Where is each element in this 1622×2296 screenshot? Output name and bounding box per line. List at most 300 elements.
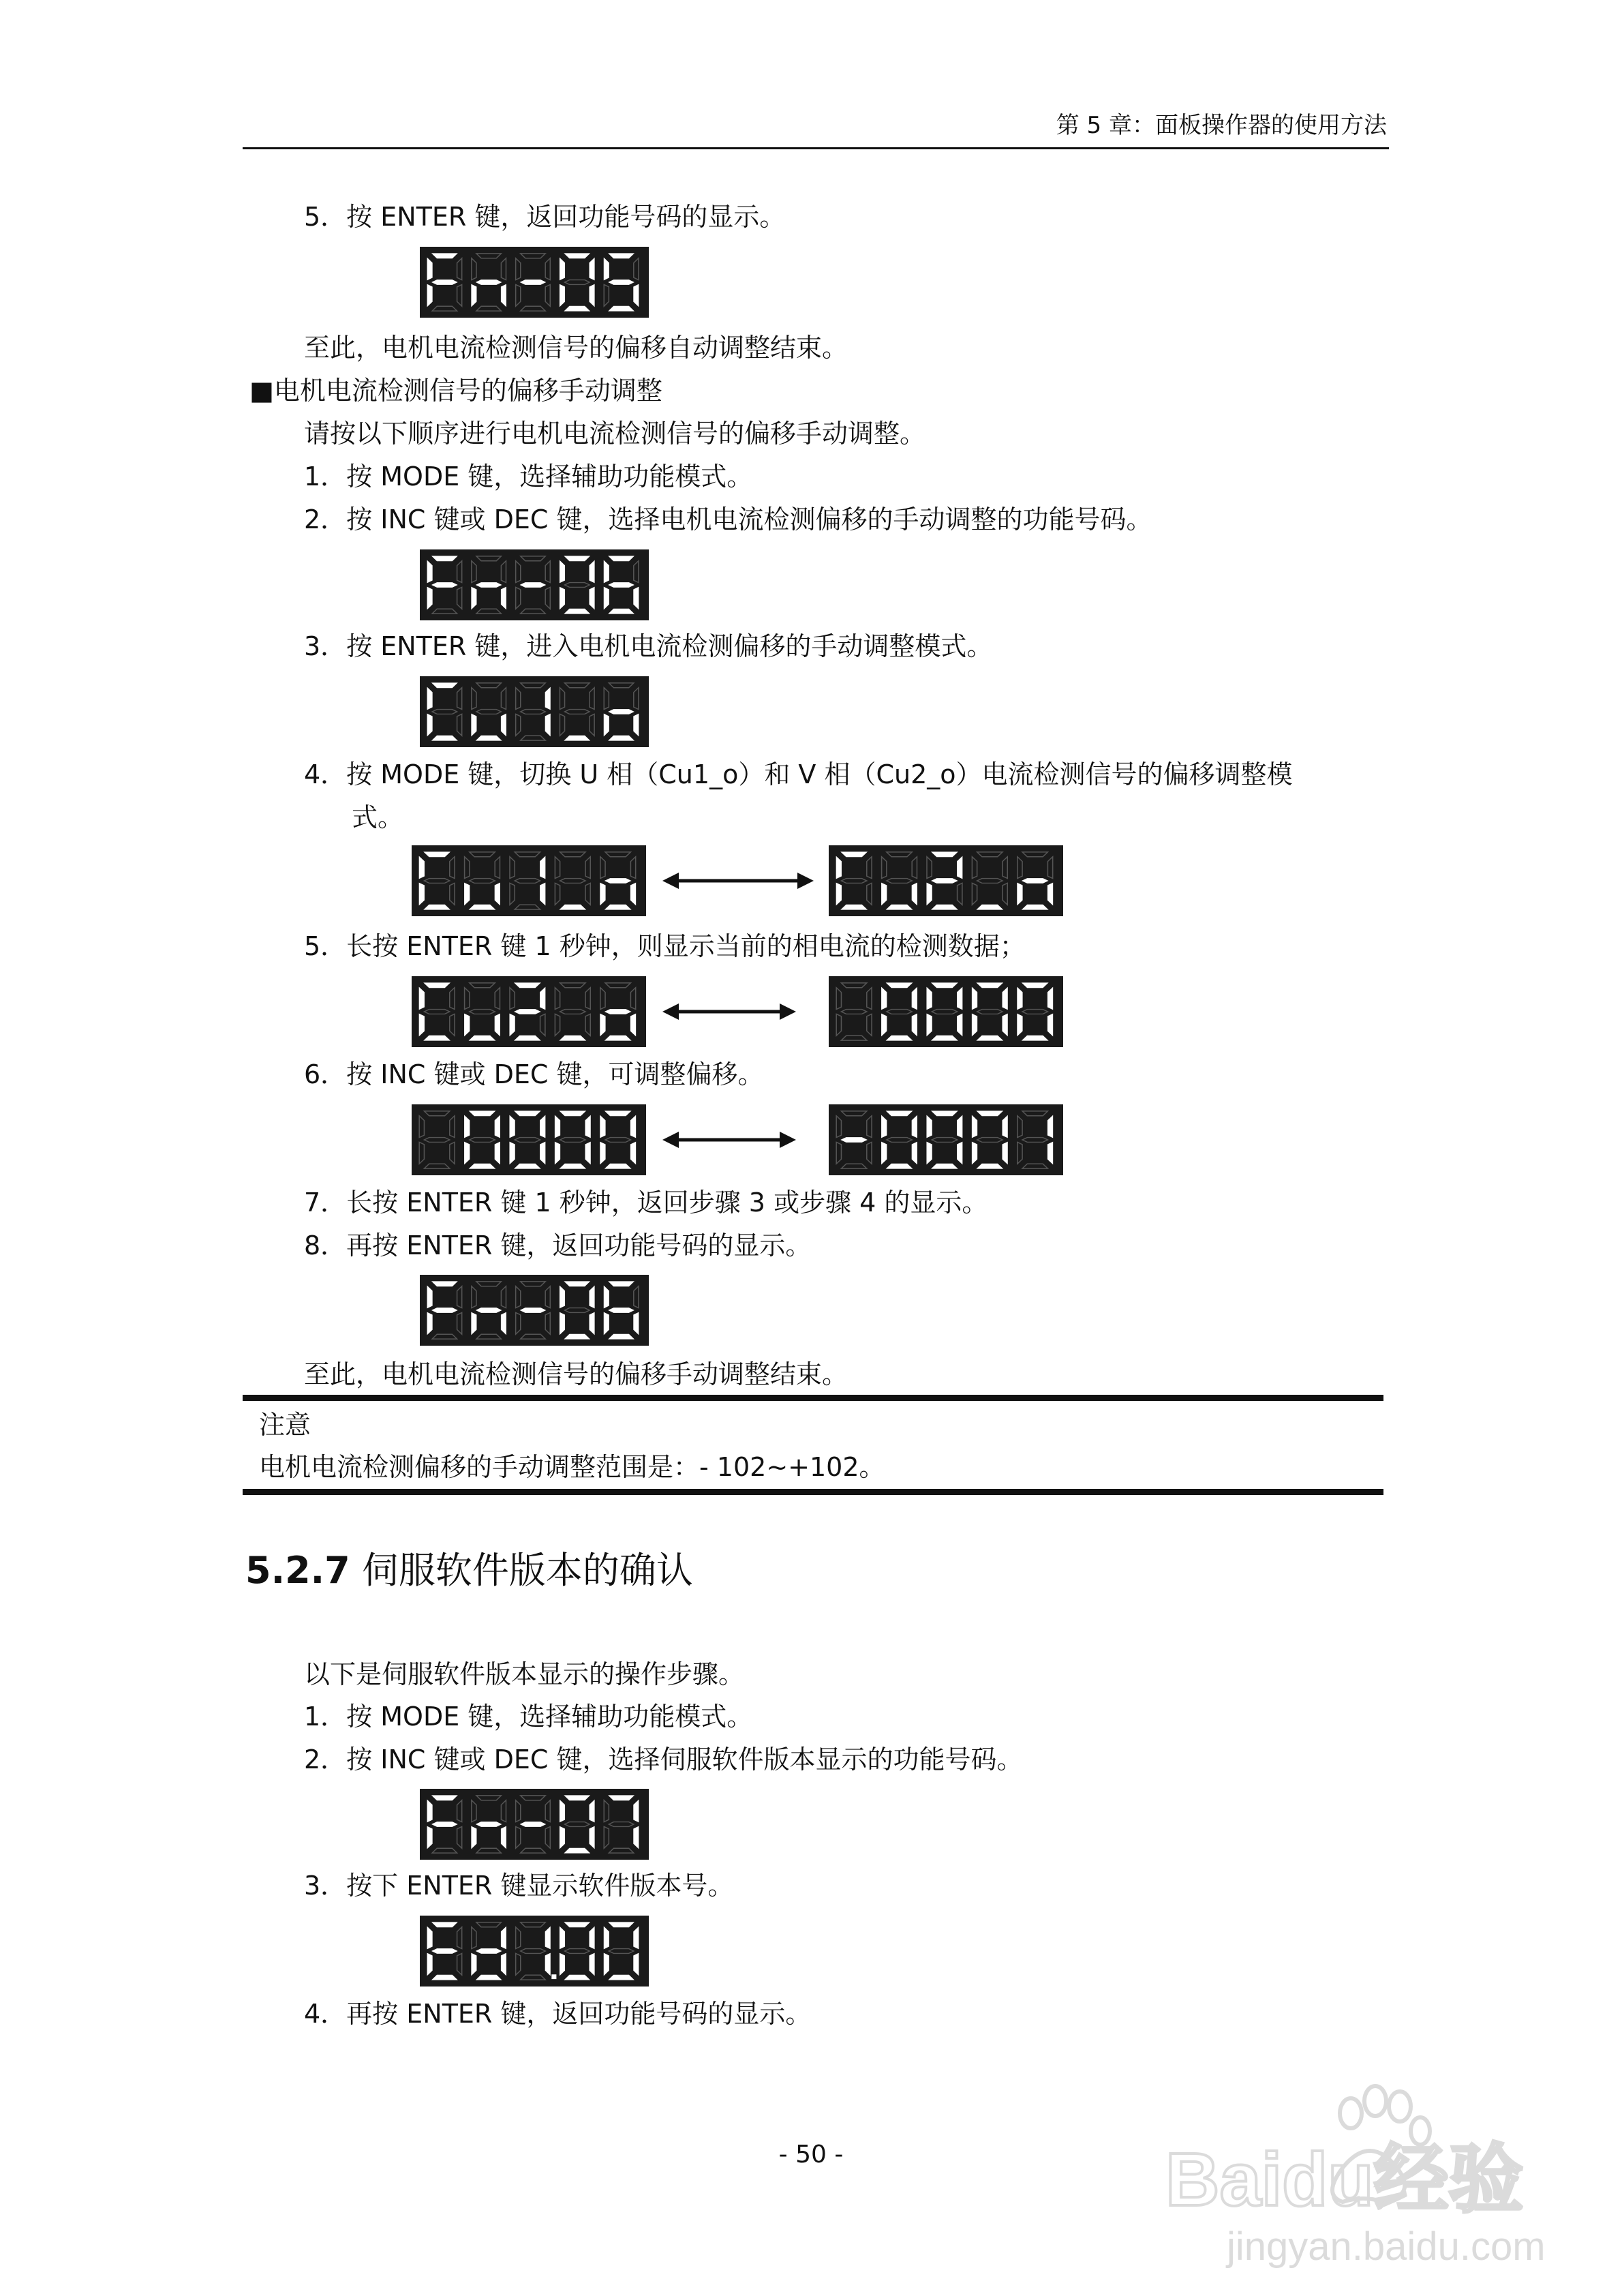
led-segment (476, 736, 501, 740)
led-segment (887, 1111, 912, 1116)
led-segment (609, 1822, 633, 1827)
led-segment (841, 905, 866, 909)
led-segment (560, 258, 564, 280)
led-segment (555, 883, 560, 905)
led-segment (457, 284, 462, 306)
led-digits (416, 980, 642, 1043)
led-segment (545, 1286, 550, 1308)
led-digits (416, 849, 642, 912)
led-segment (958, 1116, 962, 1138)
note-top-rule (243, 1395, 1383, 1401)
led-segment (836, 988, 841, 1010)
led-segment (867, 883, 872, 905)
led-segment (472, 561, 476, 583)
led-segment (427, 1286, 432, 1308)
led-segment (560, 1953, 564, 1975)
led-digits (833, 980, 1059, 1043)
led-segment (600, 1014, 605, 1036)
led-segment (470, 879, 495, 883)
led-display-fn05 (420, 247, 649, 318)
led-segment (1047, 988, 1052, 1010)
led-segment (521, 254, 545, 258)
led-segment (516, 714, 521, 736)
led-segment (1047, 1116, 1052, 1138)
version-step-2: 2．按 INC 键或 DEC 键，选择伺服软件版本显示的功能号码。 (304, 1744, 1023, 1774)
led-display-m0001 (829, 1104, 1063, 1175)
note-bottom-rule (243, 1489, 1383, 1495)
version-step-4: 4．再按 ENTER 键，返回功能号码的显示。 (304, 1999, 812, 2029)
led-segment (419, 883, 424, 905)
led-digits (424, 1279, 645, 1342)
led-segment (521, 1848, 545, 1853)
led-segment (882, 857, 887, 879)
manual-intro: 请按以下顺序进行电机电流检测信号的偏移手动调整。 (304, 419, 926, 449)
led-segment (560, 1800, 564, 1822)
led-segment (887, 1138, 912, 1143)
led-segment (470, 1164, 495, 1168)
led-segment (887, 1010, 912, 1014)
led-segment (604, 1286, 609, 1308)
led-segment (977, 1010, 1003, 1014)
led-segment (927, 1116, 932, 1138)
led-segment (604, 1826, 609, 1848)
led-segment (600, 988, 605, 1010)
led-segment (927, 1142, 932, 1164)
led-display-fn06-return (420, 1275, 649, 1346)
led-segment (432, 710, 457, 714)
led-segment (565, 254, 590, 258)
led-segment (545, 1800, 550, 1822)
led-segment (604, 1312, 609, 1334)
led-segment (1017, 1142, 1022, 1164)
led-segment (560, 879, 585, 883)
led-segment (634, 714, 639, 736)
manual-section-title: ■电机电流检测信号的偏移手动调整 (249, 376, 662, 406)
led-segment (476, 683, 501, 688)
led-segment (560, 1164, 585, 1168)
led-segment (419, 988, 424, 1010)
led-segment (476, 556, 501, 561)
led-segment (912, 1116, 917, 1138)
led-segment (590, 284, 594, 306)
led-segment (565, 1334, 590, 1339)
led-segment (472, 1927, 476, 1949)
led-segment (501, 587, 506, 609)
led-segment (565, 1949, 590, 1954)
led-segment (476, 1334, 501, 1339)
led-segment (450, 883, 455, 905)
led-segment (501, 714, 506, 736)
led-segment (1022, 1164, 1047, 1168)
led-segment (560, 714, 564, 736)
led-segment (634, 1312, 639, 1334)
led-segment (476, 280, 501, 285)
watermark-brand: Baidu经验 (1165, 2138, 1524, 2222)
led-segment (1003, 1142, 1007, 1164)
manual-step-2: 2．按 INC 键或 DEC 键，选择电机电流检测偏移的手动调整的功能号码。 (304, 504, 1152, 534)
led-segment (604, 587, 609, 609)
led-segment (427, 1953, 432, 1975)
led-segment (841, 1138, 866, 1143)
led-display-cu1o (420, 676, 649, 747)
led-segment (609, 1334, 633, 1339)
led-segment (540, 883, 545, 905)
section-number: 5.2.7 (245, 1549, 350, 1592)
led-segment (560, 587, 564, 609)
led-segment (465, 883, 470, 905)
led-segment (516, 561, 521, 583)
led-segment (427, 284, 432, 306)
led-segment (516, 1312, 521, 1334)
led-segment (427, 1826, 432, 1848)
double-arrow-icon (662, 991, 796, 1032)
led-segment (1047, 857, 1052, 879)
led-segment (432, 1282, 457, 1286)
led-segment (836, 1142, 841, 1164)
led-segment (977, 852, 1003, 857)
led-digits (424, 1920, 645, 1982)
led-segment (565, 1282, 590, 1286)
led-segment (1022, 1010, 1047, 1014)
led-segment (841, 879, 866, 883)
led-segment (867, 1142, 872, 1164)
led-segment (565, 736, 590, 740)
led-segment (555, 1116, 560, 1138)
led-segment (1017, 988, 1022, 1010)
led-segment (555, 988, 560, 1010)
led-segment (521, 1922, 545, 1927)
led-segment (472, 258, 476, 280)
led-segment (424, 1138, 449, 1143)
led-segment (545, 1953, 550, 1975)
led-segment (927, 1014, 932, 1036)
led-segment (516, 258, 521, 280)
led-segment (419, 1116, 424, 1138)
led-segment (472, 1312, 476, 1334)
manual-step-7: 7．长按 ENTER 键 1 秒钟，返回步骤 3 或步骤 4 的显示。 (304, 1188, 988, 1218)
led-segment (457, 1953, 462, 1975)
led-segment (1022, 1111, 1047, 1116)
led-segment (515, 1111, 540, 1116)
led-segment (521, 1282, 545, 1286)
led-segment (887, 1036, 912, 1040)
led-segment (634, 1800, 639, 1822)
led-segment (545, 1927, 550, 1949)
led-segment (516, 284, 521, 306)
led-segment (470, 983, 495, 988)
led-segment (841, 852, 866, 857)
version-step-3: 3．按下 ENTER 键显示软件版本号。 (304, 1871, 734, 1901)
led-segment (545, 688, 550, 710)
led-segment (476, 254, 501, 258)
led-segment (515, 1164, 540, 1168)
led-display-cu2o-toggle (829, 845, 1063, 916)
led-segment (600, 883, 605, 905)
led-segment (560, 852, 585, 857)
led-segment (432, 306, 457, 311)
led-segment (424, 1010, 449, 1014)
led-segment (565, 583, 590, 588)
baidu-watermark (1138, 2066, 1574, 2270)
led-segment (501, 258, 506, 280)
led-segment (590, 1953, 594, 1975)
led-segment (560, 1286, 564, 1308)
led-segment (432, 280, 457, 285)
led-segment (427, 1800, 432, 1822)
led-segment (609, 1922, 633, 1927)
led-segment (634, 1286, 639, 1308)
led-segment (470, 905, 495, 909)
led-segment (515, 1036, 540, 1040)
led-segment (516, 688, 521, 710)
led-segment (432, 1848, 457, 1853)
led-segment (545, 284, 550, 306)
led-segment (476, 1822, 501, 1827)
led-segment (427, 258, 432, 280)
led-segment (476, 306, 501, 311)
led-segment (427, 587, 432, 609)
led-segment (590, 561, 594, 583)
led-segment (841, 1010, 866, 1014)
manual-step-6: 6．按 INC 键或 DEC 键，可调整偏移。 (304, 1059, 764, 1089)
led-segment (609, 710, 633, 714)
led-segment (432, 556, 457, 561)
led-display-ed100 (420, 1916, 649, 1987)
led-segment (565, 1975, 590, 1980)
led-segment (634, 258, 639, 280)
led-segment (432, 1922, 457, 1927)
led-segment (432, 736, 457, 740)
version-step-1: 1．按 MODE 键，选择辅助功能模式。 (304, 1702, 753, 1732)
led-segment (977, 1138, 1003, 1143)
led-segment (540, 857, 545, 879)
auto-step-5: 5．按 ENTER 键，返回功能号码的显示。 (304, 202, 786, 232)
led-segment (977, 1164, 1003, 1168)
led-segment (1003, 988, 1007, 1010)
led-segment (585, 1116, 590, 1138)
led-segment (457, 714, 462, 736)
manual-step-1: 1．按 MODE 键，选择辅助功能模式。 (304, 462, 753, 492)
led-segment (604, 1927, 609, 1949)
led-segment (565, 1796, 590, 1800)
led-segment (495, 883, 500, 905)
led-segment (590, 587, 594, 609)
manual-step-3: 3．按 ENTER 键，进入电机电流检测偏移的手动调整模式。 (304, 631, 993, 661)
led-segment (419, 1142, 424, 1164)
led-segment (515, 905, 540, 909)
led-segment (972, 1142, 977, 1164)
led-segment (565, 1922, 590, 1927)
led-segment (867, 1014, 872, 1036)
led-segment (609, 556, 633, 561)
led-segment (958, 883, 962, 905)
led-segment (882, 1142, 887, 1164)
led-segment (450, 1142, 455, 1164)
led-segment (472, 587, 476, 609)
led-segment (932, 852, 957, 857)
manual-conclusion: 至此，电机电流检测信号的偏移手动调整结束。 (304, 1359, 848, 1389)
led-segment (604, 1953, 609, 1975)
double-arrow-icon (662, 1119, 796, 1160)
led-decimal-point (551, 1974, 556, 1979)
led-segment (521, 683, 545, 688)
led-segment (630, 883, 635, 905)
led-segment (1003, 1014, 1007, 1036)
led-segment (600, 1142, 605, 1164)
led-segment (472, 1953, 476, 1975)
led-segment (972, 883, 977, 905)
led-segment (585, 883, 590, 905)
led-segment (424, 852, 449, 857)
led-segment (521, 1975, 545, 1980)
led-segment (545, 1826, 550, 1848)
led-segment (560, 1036, 585, 1040)
led-segment (501, 1953, 506, 1975)
led-segment (457, 258, 462, 280)
header-rule (243, 147, 1389, 149)
led-segment (958, 988, 962, 1010)
led-segment (510, 1014, 515, 1036)
led-segment (510, 857, 515, 879)
led-segment (630, 1014, 635, 1036)
led-segment (515, 1138, 540, 1143)
led-segment (1003, 883, 1007, 905)
led-segment (604, 284, 609, 306)
led-segment (605, 1010, 630, 1014)
version-intro: 以下是伺服软件版本显示的操作步骤。 (304, 1659, 745, 1689)
led-segment (516, 1953, 521, 1975)
led-segment (470, 1010, 495, 1014)
led-segment (476, 1975, 501, 1980)
led-segment (590, 1312, 594, 1334)
led-segment (600, 1116, 605, 1138)
led-segment (836, 883, 841, 905)
led-segment (634, 688, 639, 710)
led-segment (882, 883, 887, 905)
led-segment (472, 1286, 476, 1308)
led-segment (1022, 852, 1047, 857)
led-segment (427, 1927, 432, 1949)
led-segment (515, 852, 540, 857)
led-segment (476, 1308, 501, 1313)
led-display-0000 (829, 976, 1063, 1047)
led-display-cu1o-toggle (412, 845, 646, 916)
led-segment (972, 1014, 977, 1036)
led-segment (605, 1111, 630, 1116)
led-segment (1022, 905, 1047, 909)
led-display-fn07 (420, 1789, 649, 1860)
led-segment (565, 1848, 590, 1853)
led-segment (545, 258, 550, 280)
led-segment (560, 1927, 564, 1949)
led-segment (424, 1036, 449, 1040)
led-segment (476, 1796, 501, 1800)
led-segment (424, 1111, 449, 1116)
led-segment (605, 983, 630, 988)
led-segment (432, 609, 457, 614)
led-display-0000-offset (412, 1104, 646, 1175)
led-segment (521, 306, 545, 311)
led-segment (977, 1111, 1003, 1116)
led-segment (841, 1164, 866, 1168)
manual-step-5: 5．长按 ENTER 键 1 秒钟，则显示当前的相电流的检测数据； (304, 931, 1026, 961)
led-segment (501, 1927, 506, 1949)
led-segment (419, 1014, 424, 1036)
led-segment (560, 1138, 585, 1143)
led-segment (590, 1800, 594, 1822)
led-segment (972, 857, 977, 879)
led-display-fn06 (420, 549, 649, 620)
led-segment (476, 1848, 501, 1853)
led-segment (540, 1142, 545, 1164)
led-segment (867, 988, 872, 1010)
led-segment (605, 879, 630, 883)
led-segment (887, 852, 912, 857)
led-segment (560, 983, 585, 988)
led-segment (609, 1282, 633, 1286)
led-segment (605, 1164, 630, 1168)
led-segment (521, 1334, 545, 1339)
led-segment (609, 1975, 633, 1980)
led-segment (516, 1286, 521, 1308)
led-segment (867, 857, 872, 879)
led-segment (510, 1142, 515, 1164)
led-segment (634, 587, 639, 609)
led-segment (521, 1949, 545, 1954)
led-segment (565, 609, 590, 614)
led-segment (470, 852, 495, 857)
led-segment (510, 988, 515, 1010)
led-segment (457, 1800, 462, 1822)
led-segment (882, 1116, 887, 1138)
led-segment (634, 1826, 639, 1848)
led-segment (585, 988, 590, 1010)
led-segment (590, 688, 594, 710)
led-segment (590, 258, 594, 280)
led-segment (958, 1142, 962, 1164)
led-segment (515, 983, 540, 988)
led-segment (609, 583, 633, 588)
led-segment (516, 1927, 521, 1949)
led-segment (605, 1036, 630, 1040)
led-digits (833, 1108, 1059, 1171)
led-segment (887, 983, 912, 988)
led-segment (609, 1796, 633, 1800)
led-segment (427, 561, 432, 583)
led-segment (634, 1927, 639, 1949)
led-segment (545, 587, 550, 609)
led-segment (472, 284, 476, 306)
led-segment (932, 905, 957, 909)
led-segment (545, 1312, 550, 1334)
led-segment (501, 688, 506, 710)
led-segment (516, 1826, 521, 1848)
led-segment (605, 852, 630, 857)
led-segment (424, 983, 449, 988)
led-segment (887, 879, 912, 883)
led-segment (1022, 1036, 1047, 1040)
led-segment (841, 1111, 866, 1116)
watermark-url: jingyan.baidu.com (1227, 2224, 1546, 2269)
led-segment (432, 1796, 457, 1800)
led-segment (1017, 857, 1022, 879)
led-segment (501, 561, 506, 583)
led-segment (927, 857, 932, 879)
double-arrow-icon (662, 860, 814, 901)
led-segment (515, 1010, 540, 1014)
led-segment (457, 1826, 462, 1848)
led-segment (476, 1922, 501, 1927)
